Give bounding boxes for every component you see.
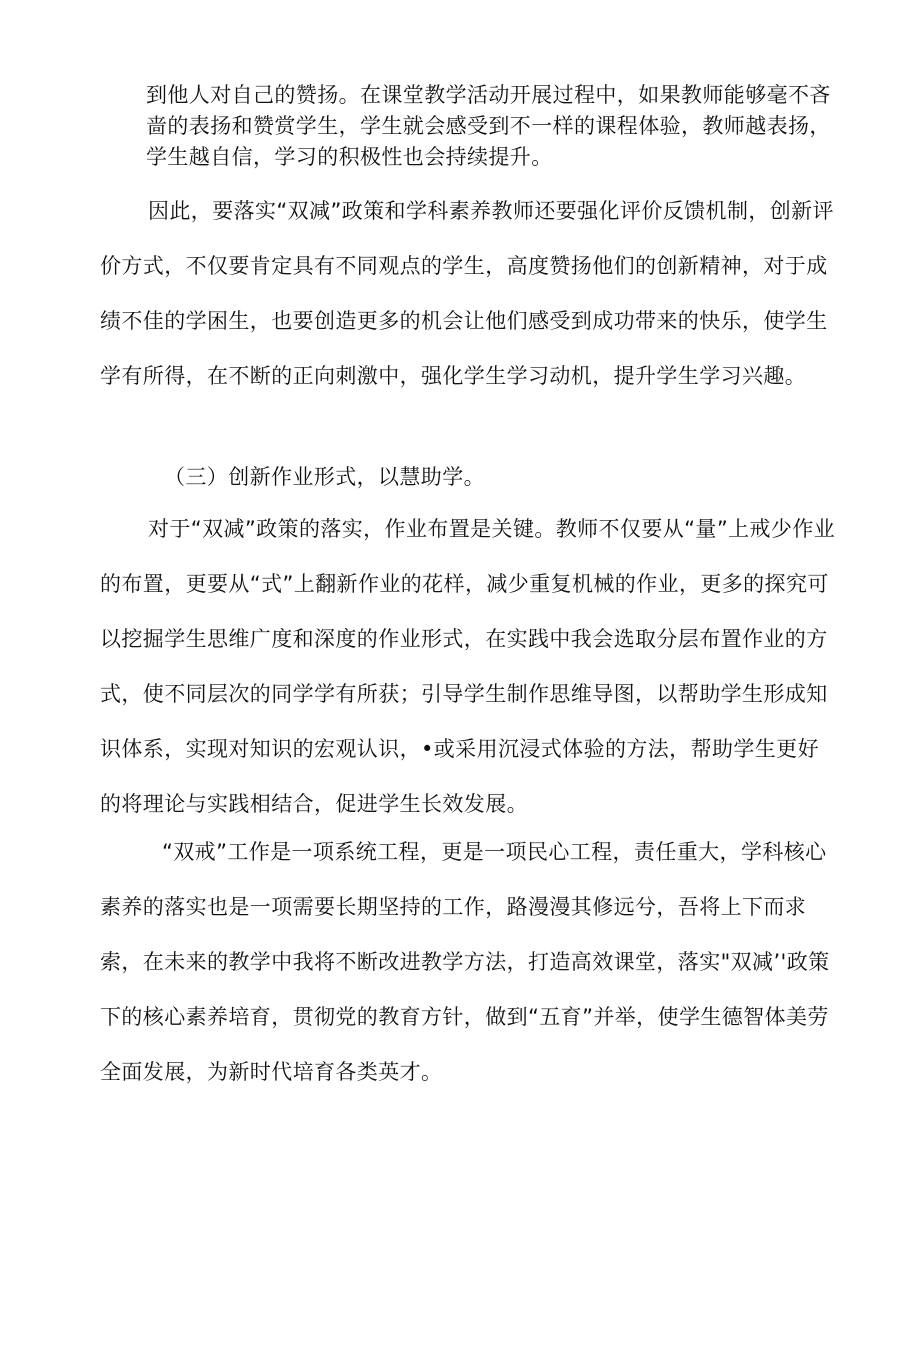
paragraph-praise-continuation: 到他人对自己的赞扬。在课堂教学活动开展过程中，如果教师能够毫不吝啬的表扬和赞赏学生，学生就会感受到不一样的课程体验，教师越表扬，学生越自信，学习的积极性也会持续提升。 xyxy=(146,83,831,169)
paragraph-homework-form: 对于“双减”政策的落实，作业布置是关键。教师不仅要从“量”上戒少作业的布置，更要从“式”上翻新作业的花样，减少重复机械的作业，更多的探究可以挖掘学生思维广度和深度的作业形式，在实践中我会选取分层布置作业的方式，使不同层次的同学学有所获；引导学生制作思维导图，以帮助学生形成知识体系，实现对知识的宏观认识，•或采用沉浸式体验的方法，帮助学生更好的将理论与实践相结合，促进学生长效发展。 xyxy=(100,517,836,816)
section-heading-homework-innovation: （三）创新作业形式，以慧助学。 xyxy=(164,465,485,489)
paragraph-evaluation-feedback: 因此，要落实“双减”政策和学科素养教师还要强化评价反馈机制，创新评价方式，不仅要肯定具有不同观点的学生，高度赞扬他们的创新精神，对于成绩不佳的学困生，也要创造更多的机会让他们感受到成功带来的快乐，使学生学有所得，在不断的正向刺激中，强化学生学习动机，提升学生学习兴趣。 xyxy=(100,199,834,388)
paragraph-conclusion: “双戒”工作是一项系统工程，更是一项民心工程，责任重大，学科核心素养的落实也是一项需要长期坚持的工作，路漫漫其修远兮，吾将上下而求索，在未来的教学中我将不断改进教学方法，打造高效课堂，落实"双减’'政策下的核心素养培育，贯彻党的教育方针，做到“五育”并举，使学生德智体美劳全面发展，为新时代培育各类英才。 xyxy=(100,840,830,1084)
